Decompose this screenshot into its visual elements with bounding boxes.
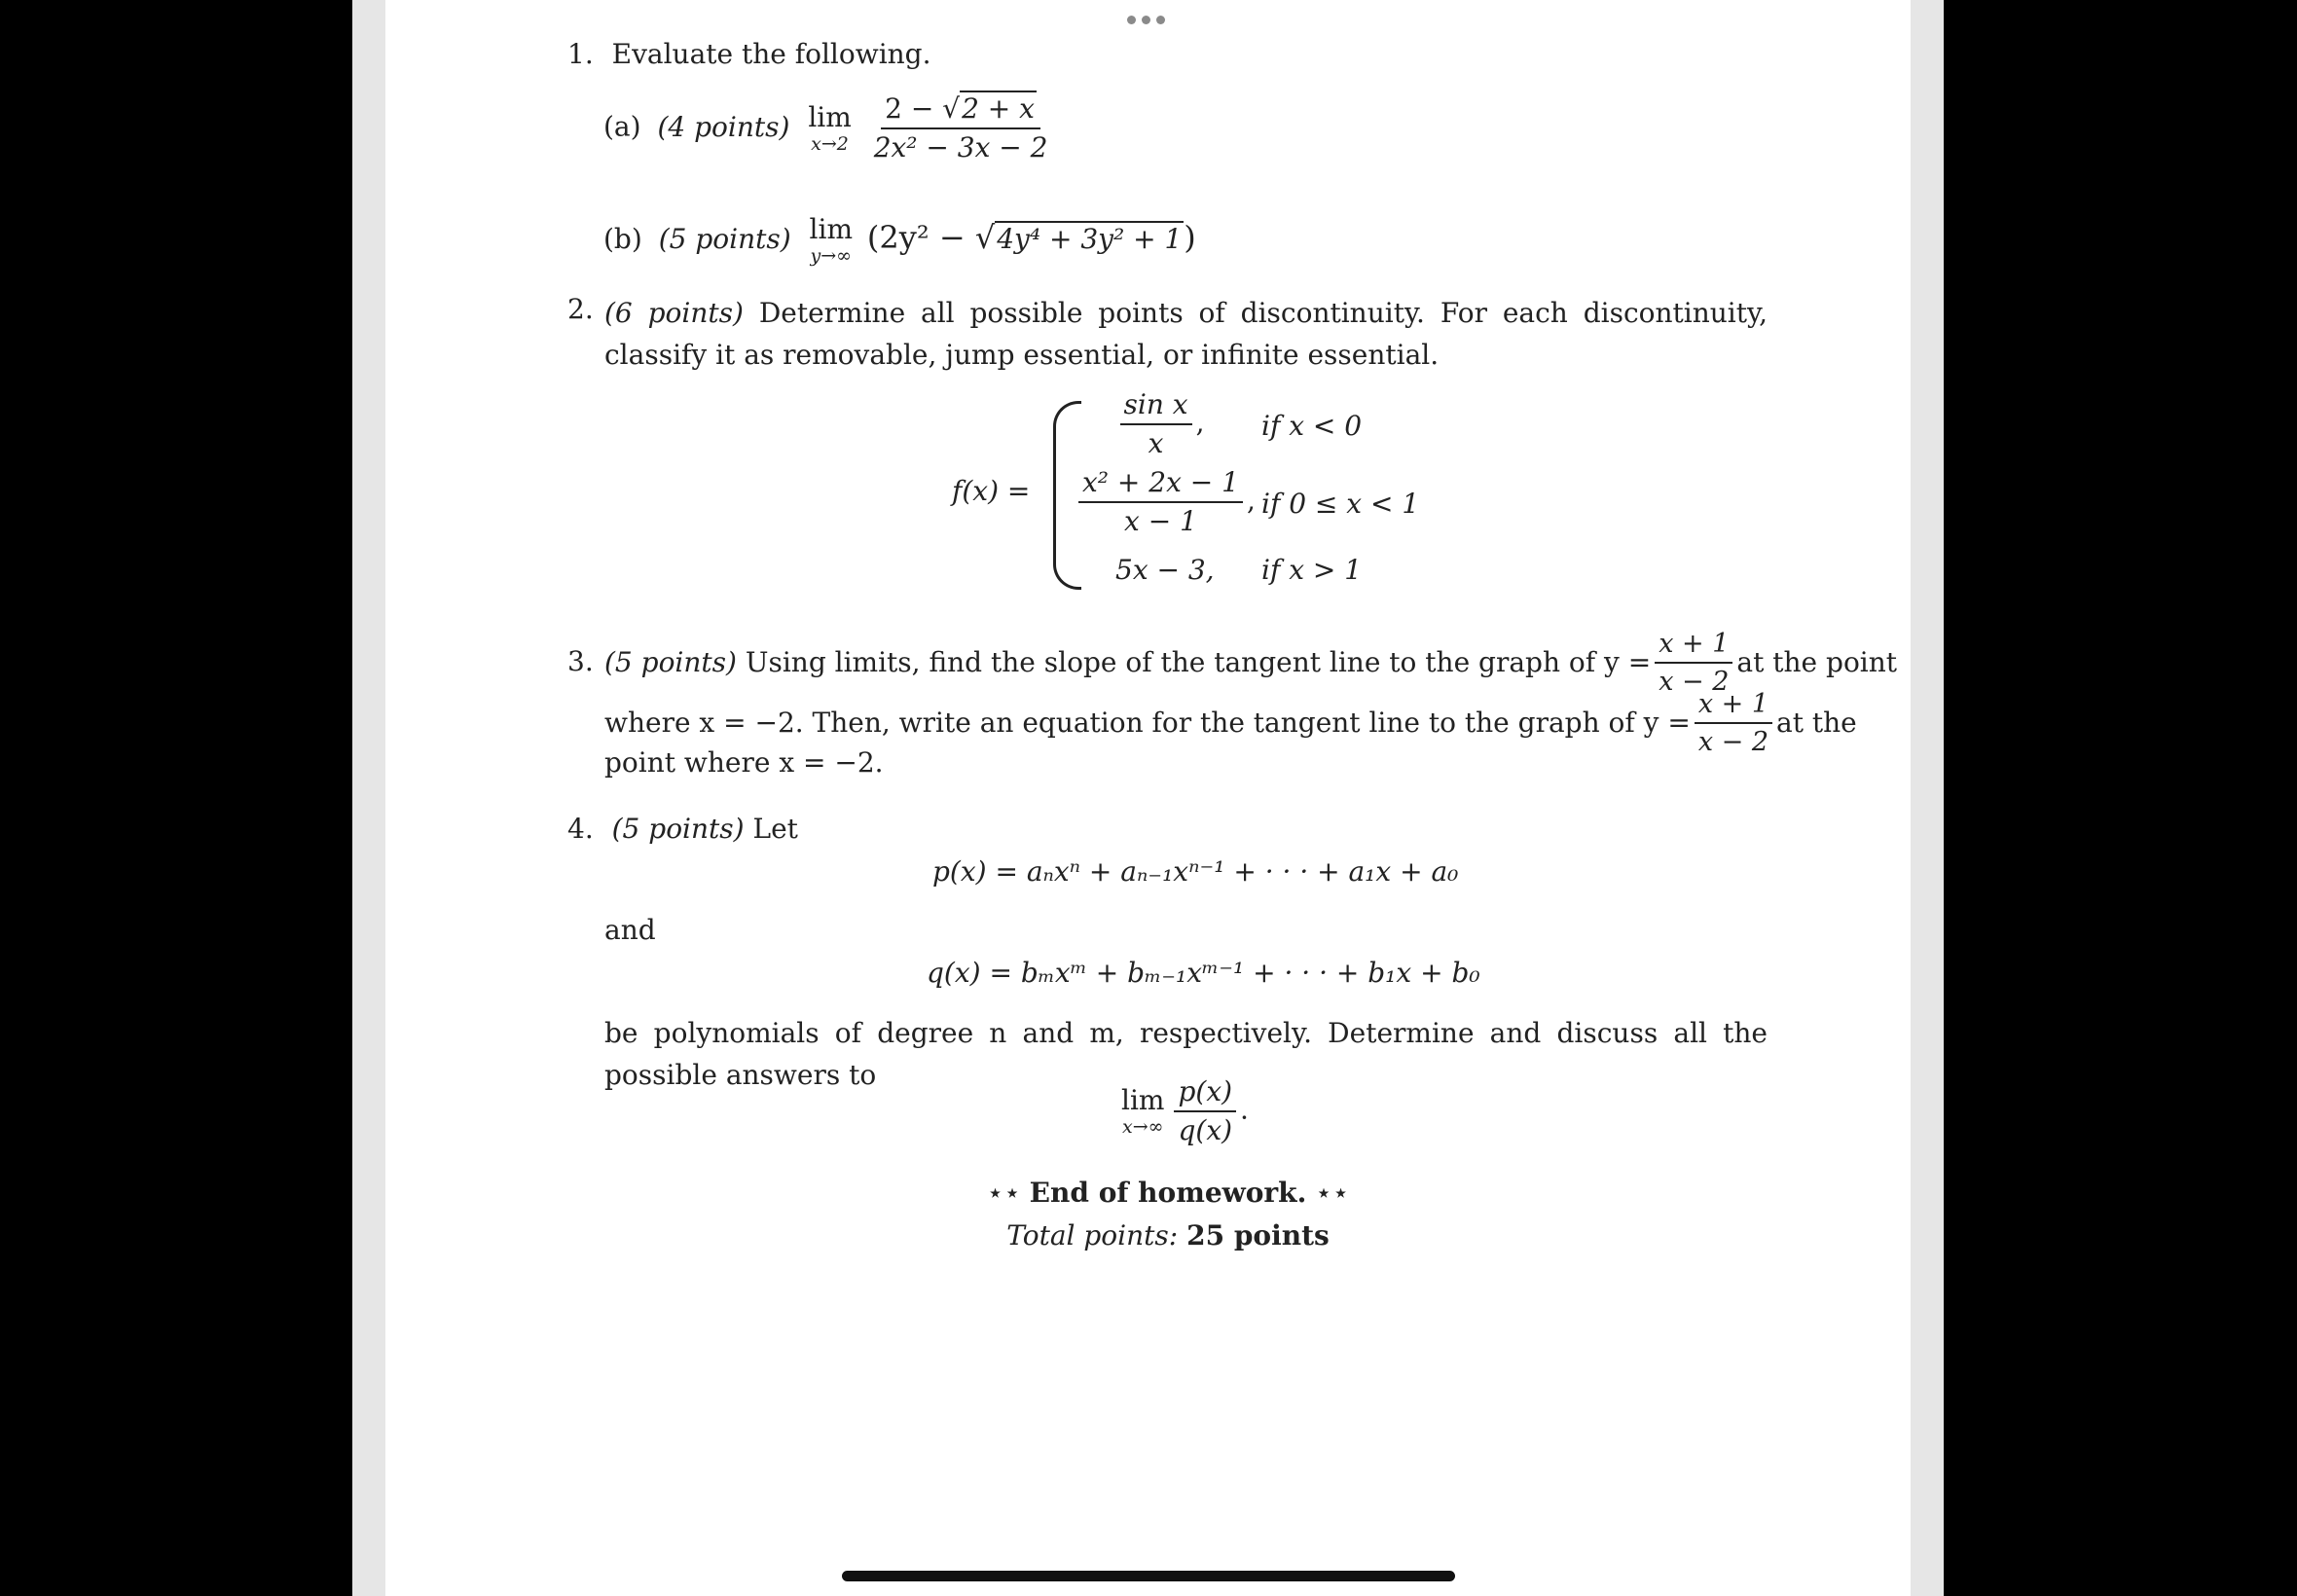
q3-f1-den: x − 2 — [1659, 667, 1730, 698]
q3-text-3: where x = −2. Then, write an equation for the tangent line to the graph of y = — [604, 706, 1691, 739]
q3-fraction-1 — [1655, 629, 1732, 697]
stars-right-icon: ⋆⋆ — [1315, 1177, 1350, 1209]
home-indicator[interactable] — [842, 1571, 1455, 1581]
q4-let: Let — [752, 813, 798, 845]
q1b-expr-c: ) — [1184, 219, 1196, 256]
q4-header — [567, 812, 798, 847]
q1-header — [567, 37, 931, 72]
q3-text-4: at the — [1776, 706, 1857, 739]
case-1-expr — [1082, 389, 1238, 459]
q3-f2-num: x + 1 — [1695, 689, 1772, 724]
q3-fraction-2 — [1695, 689, 1772, 757]
q4-period: . — [1240, 1093, 1249, 1126]
q2-description: Determine all possible points of discontinuity. For each discontinuity, classify it as removable, jump essential, or infinite essential. — [604, 297, 1768, 371]
q3-line-1 — [604, 629, 1898, 698]
q3-text-1: Using limits, find the slope of the tangent line to the graph of y = — [745, 645, 1652, 678]
q3-f2-den: x − 2 — [1697, 727, 1769, 758]
q-equation: q(x) = bₘxᵐ + bₘ₋₁xᵐ⁻¹ + · · · + b₁x + b₀ — [927, 957, 1480, 989]
q1b — [603, 213, 1196, 267]
q4-number: 4. — [567, 813, 594, 845]
q3-f1-num: x + 1 — [1655, 629, 1732, 664]
lim-word: lim — [1121, 1083, 1165, 1116]
q4-limit — [1121, 1076, 1249, 1146]
q1a-fraction — [870, 93, 1052, 163]
stars-left-icon: ⋆⋆ — [986, 1177, 1021, 1209]
q2-number: 2. — [567, 293, 594, 325]
lim-sub: x→∞ — [1122, 1115, 1164, 1138]
total-value: 25 points — [1186, 1219, 1330, 1251]
case-2-den: x − 1 — [1124, 505, 1197, 538]
lim-word: lim — [809, 213, 854, 245]
q1a-points: (4 points) — [657, 110, 790, 143]
q1a-den: 2x² − 3x − 2 — [873, 131, 1048, 164]
q1b-limit — [809, 213, 854, 267]
q2-text — [604, 292, 1768, 376]
end-of-homework — [857, 1176, 1479, 1211]
case-3-expr: 5x − 3, — [1115, 554, 1215, 586]
case-1-num: sin x — [1120, 389, 1192, 425]
q1-intro: Evaluate the following. — [611, 38, 931, 70]
piecewise-fname: f(x) = — [952, 475, 1031, 507]
q4-points: (5 points) — [611, 813, 745, 845]
q4-frac-den: q(x) — [1178, 1114, 1233, 1147]
q1b-expr-a: (2y² − √ — [866, 219, 996, 256]
q4-and: and — [604, 914, 656, 946]
case-1-cond: if x < 0 — [1261, 410, 1363, 442]
lim-sub: y→∞ — [810, 245, 853, 267]
q4-text: be polynomials of degree n and m, respectively. Determine and discuss all the possible answers to — [604, 1017, 1768, 1091]
case-2-expr — [1075, 467, 1256, 537]
q1a — [603, 93, 1055, 163]
case-1-den: x — [1148, 427, 1164, 460]
q3-number: 3. — [567, 645, 594, 677]
case-3-cond: if x > 1 — [1261, 554, 1363, 586]
q3-points: (5 points) — [604, 645, 737, 678]
case-1-sep: , — [1195, 406, 1205, 439]
p-equation: p(x) = aₙxⁿ + aₙ₋₁xⁿ⁻¹ + · · · + a₁x + a₀ — [932, 855, 1459, 888]
case-2-sep: , — [1246, 484, 1256, 517]
q1a-num-b: 2 + x — [962, 92, 1035, 125]
q1a-label: (a) — [603, 110, 641, 143]
total-points — [857, 1218, 1479, 1253]
q1b-expr-b: 4y⁴ + 3y² + 1 — [997, 223, 1183, 255]
q4-frac-num: p(x) — [1174, 1076, 1236, 1112]
lim-word: lim — [808, 100, 852, 133]
q1a-limit — [808, 100, 852, 155]
q3-text-2: at the point — [1736, 645, 1898, 678]
q1-number: 1. — [567, 38, 594, 70]
q1b-points: (5 points) — [658, 223, 791, 255]
end-text: End of homework. — [1029, 1177, 1307, 1209]
total-label: Total points: — [1006, 1219, 1179, 1251]
q2-points: (6 points) — [604, 297, 744, 329]
case-2-num: x² + 2x − 1 — [1078, 467, 1243, 503]
q1b-label: (b) — [603, 223, 642, 255]
lim-sub: x→2 — [811, 132, 849, 155]
q3-text-5: point where x = −2. — [604, 746, 884, 779]
case-2-cond: if 0 ≤ x < 1 — [1261, 488, 1420, 520]
q1a-num-a: 2 − √ — [885, 92, 961, 125]
